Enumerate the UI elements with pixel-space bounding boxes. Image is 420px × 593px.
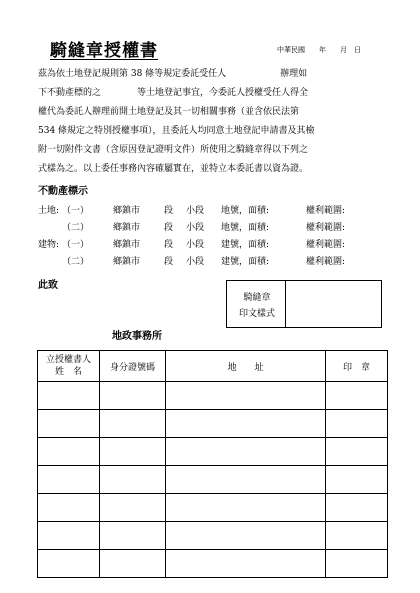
property-rights: 權利範圍: — [306, 240, 346, 250]
paragraph-line: 權代為委託人辦理前開土地登記及其一切相關事務（並含依民法第 — [38, 107, 300, 117]
seal-cell[interactable] — [326, 438, 388, 466]
name-cell[interactable] — [38, 522, 100, 550]
table-row — [38, 466, 388, 494]
property-rights: 權利範圍: — [306, 206, 346, 216]
property-kind: 建號，面積: — [221, 257, 270, 267]
table-row — [38, 494, 388, 522]
seal-cell[interactable] — [326, 466, 388, 494]
table-header-row — [38, 351, 388, 382]
table-row — [38, 410, 388, 438]
property-kind: 建號，面積: — [221, 240, 270, 250]
id-cell[interactable] — [100, 494, 166, 522]
seal-cell[interactable] — [326, 550, 388, 578]
property-town: 鄉鎮市 — [113, 257, 141, 267]
name-cell[interactable] — [38, 438, 100, 466]
column-header-seal: 印 章 — [326, 351, 388, 382]
seal-box-divider — [285, 281, 286, 327]
paragraph-line: 茲為依土地登記規則第 38 條等規定委託受任人 辦理如 — [38, 69, 308, 79]
property-kind: 地號，面積: — [221, 223, 270, 233]
table-row — [38, 438, 388, 466]
table-row — [38, 550, 388, 578]
seal-label: 騎縫章 — [243, 293, 271, 303]
paragraph-line: 附一切附件文書（含原因登記證明文件）所使用之騎縫章得以下列之 — [38, 145, 309, 155]
table-row — [38, 522, 388, 550]
column-header-address: 地 址 — [166, 351, 326, 382]
name-cell[interactable] — [38, 410, 100, 438]
property-subsegment: 小段 — [186, 257, 205, 267]
address-cell[interactable] — [166, 550, 326, 578]
name-cell[interactable] — [38, 466, 100, 494]
id-cell[interactable] — [100, 438, 166, 466]
name-cell[interactable] — [38, 382, 100, 410]
property-heading: 不動產標示 — [38, 186, 88, 197]
id-cell[interactable] — [100, 410, 166, 438]
id-cell[interactable] — [100, 550, 166, 578]
property-rights: 權利範圍: — [306, 257, 346, 267]
property-kind: 地號，面積: — [221, 206, 270, 216]
property-number: （二） — [62, 257, 90, 267]
name-cell[interactable] — [38, 550, 100, 578]
column-header-name: 立授權書人 姓 名 — [38, 351, 100, 382]
paragraph-line: 534 條規定之特別授權事項），且委託人均同意土地登記申請書及其檢 — [38, 126, 315, 136]
property-subsegment: 小段 — [186, 240, 205, 250]
property-type: 建物: — [38, 240, 60, 250]
table-row — [38, 382, 388, 410]
property-subsegment: 小段 — [186, 206, 205, 216]
property-number: （一） — [62, 240, 90, 250]
seal-cell[interactable] — [326, 522, 388, 550]
seal-label: 印文樣式 — [238, 309, 275, 319]
property-segment: 段 — [164, 223, 174, 233]
property-town: 鄉鎮市 — [113, 206, 141, 216]
document-title: 騎縫章授權書 — [50, 41, 158, 61]
address-cell[interactable] — [166, 466, 326, 494]
seal-cell[interactable] — [326, 494, 388, 522]
property-segment: 段 — [164, 206, 174, 216]
paragraph-line: 式樣為之。以上委任事務內容確屬實在，並特立本委託書以資為證。 — [38, 164, 309, 174]
address-cell[interactable] — [166, 382, 326, 410]
address-cell[interactable] — [166, 410, 326, 438]
address-cell[interactable] — [166, 494, 326, 522]
name-cell[interactable] — [38, 494, 100, 522]
id-cell[interactable] — [100, 522, 166, 550]
signatory-table — [37, 350, 388, 578]
seal-cell[interactable] — [326, 410, 388, 438]
property-subsegment: 小段 — [186, 223, 205, 233]
address-cell[interactable] — [166, 438, 326, 466]
property-number: （二） — [62, 223, 90, 233]
property-rights: 權利範圍: — [306, 223, 346, 233]
property-number: （一） — [62, 206, 90, 216]
property-segment: 段 — [164, 257, 174, 267]
property-town: 鄉鎮市 — [113, 223, 141, 233]
salutation: 此致 — [38, 280, 58, 291]
address-cell[interactable] — [166, 522, 326, 550]
paragraph-line: 下不動產標的之 等土地登記事宜，今委託人授權受任人得全 — [38, 88, 309, 98]
property-town: 鄉鎮市 — [113, 240, 141, 250]
seal-sample-box — [226, 280, 382, 328]
seal-cell[interactable] — [326, 382, 388, 410]
property-type: 土地: — [38, 206, 60, 216]
column-header-id: 身分證號碼 — [100, 351, 166, 382]
id-cell[interactable] — [100, 466, 166, 494]
date-line: 中華民國 年 月 日 — [277, 46, 361, 54]
land-office-name: 地政事務所 — [112, 331, 162, 342]
id-cell[interactable] — [100, 382, 166, 410]
property-segment: 段 — [164, 240, 174, 250]
